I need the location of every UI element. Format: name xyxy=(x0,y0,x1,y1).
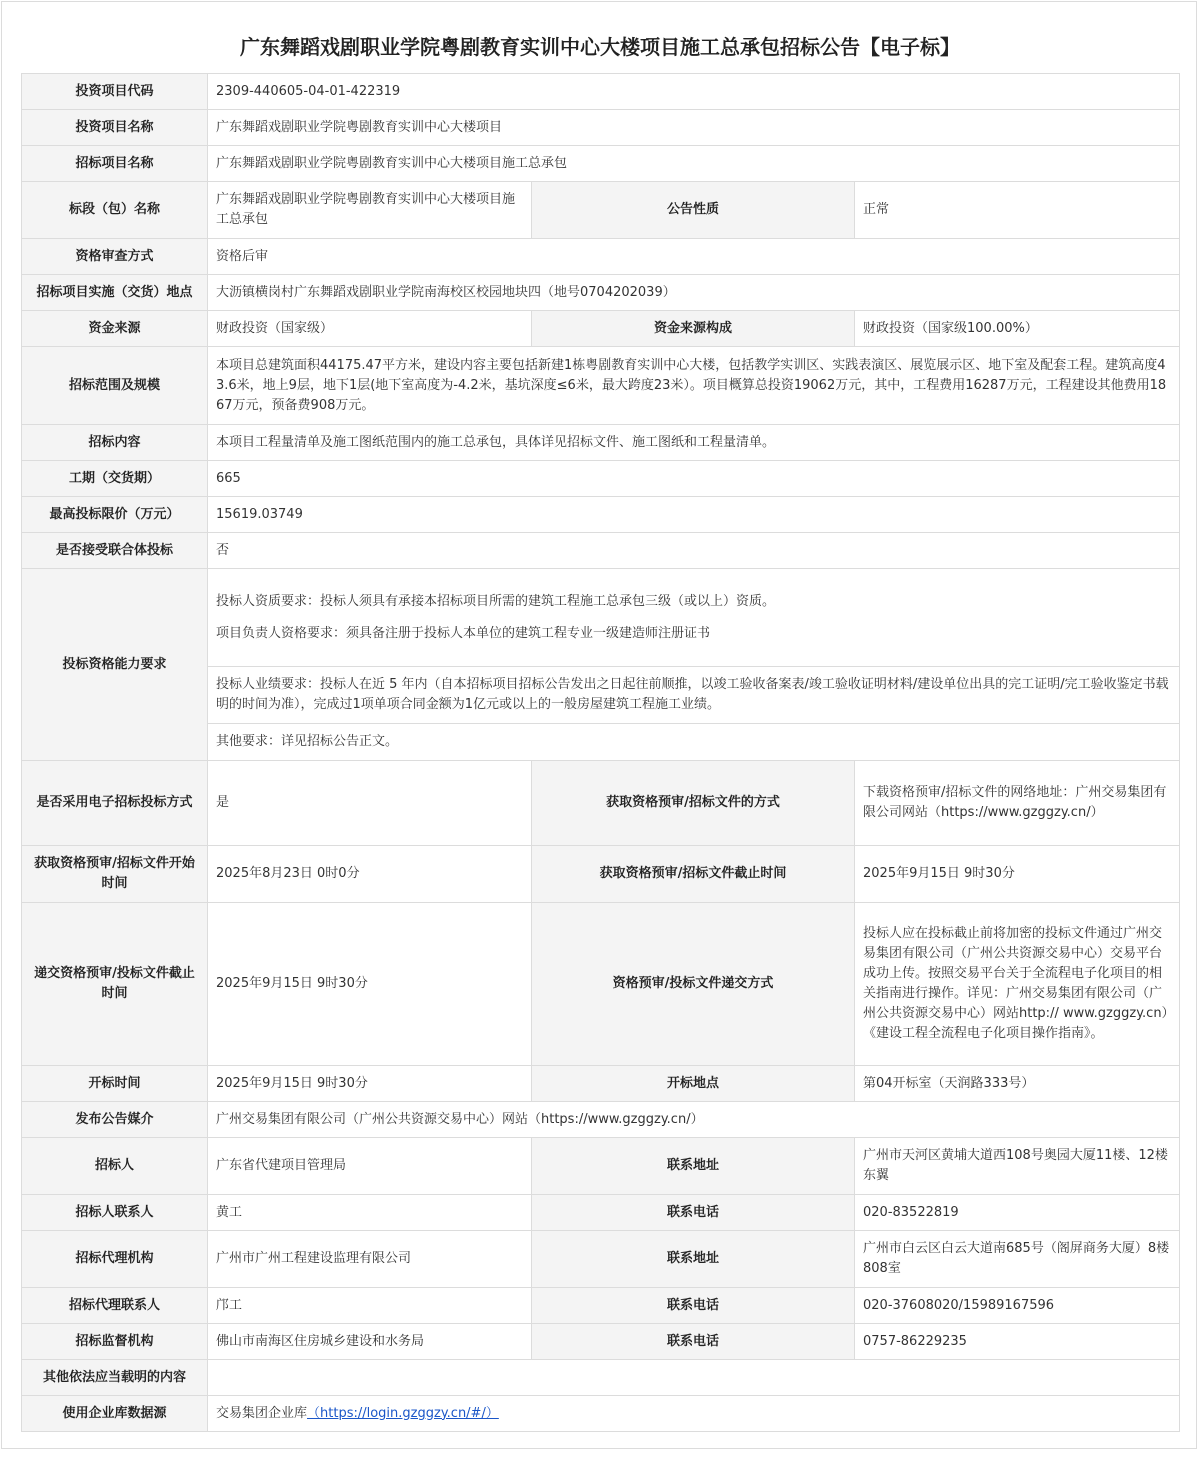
tenderer-contact-label: 招标人联系人 xyxy=(22,1195,208,1231)
agency-contact-value: 邝工 xyxy=(208,1288,532,1324)
agency-contact-label: 招标代理联系人 xyxy=(22,1288,208,1324)
qualification-label: 投标资格能力要求 xyxy=(22,569,208,761)
table-row xyxy=(22,74,1180,110)
table-row xyxy=(22,311,1180,347)
notice-nature-label: 公告性质 xyxy=(532,182,855,239)
qualification-cell-1 xyxy=(208,569,1180,667)
media-value: 广州交易集团有限公司（广州公共资源交易中心）网站（https://www.gzggzy.cn/） xyxy=(208,1102,1180,1138)
fund-source-value: 财政投资（国家级） xyxy=(208,311,532,347)
table-row xyxy=(22,275,1180,311)
obtain-start-label: 获取资格预审/招标文件开始时间 xyxy=(22,846,208,903)
table-row xyxy=(22,497,1180,533)
enterprise-db-value: 交易集团企业库 xyxy=(216,1405,308,1421)
manager-qual-text: 项目负责人资格要求：须具备注册于投标人本单位的建筑工程专业一级建造师注册证书 xyxy=(216,625,711,641)
agency-phone-value: 020-37608020/15989167596 xyxy=(855,1288,1180,1324)
consortium-value: 否 xyxy=(208,533,1180,569)
notice-nature-value: 正常 xyxy=(855,182,1180,239)
agency-value: 广州市广州工程建设监理有限公司 xyxy=(208,1231,532,1288)
tenderer-addr-label: 联系地址 xyxy=(532,1138,855,1195)
tenderer-addr-value: 广州市天河区黄埔大道西108号奥园大厦11楼、12楼东翼 xyxy=(855,1138,1180,1195)
table-row xyxy=(22,182,1180,239)
notice-table xyxy=(21,73,1180,1432)
project-code-label: 投资项目代码 xyxy=(22,74,208,110)
supervisor-value: 佛山市南海区住房城乡建设和水务局 xyxy=(208,1324,532,1360)
project-code-value: 2309-440605-04-01-422319 xyxy=(208,74,1180,110)
table-row xyxy=(22,846,1180,903)
tenderer-value: 广东省代建项目管理局 xyxy=(208,1138,532,1195)
agency-addr-label: 联系地址 xyxy=(532,1231,855,1288)
open-time-value: 2025年9月15日 9时30分 xyxy=(208,1066,532,1102)
open-time-label: 开标时间 xyxy=(22,1066,208,1102)
table-row xyxy=(22,239,1180,275)
content-value: 本项目工程量清单及施工图纸范围内的施工总承包，具体详见招标文件、施工图纸和工程量清单。 xyxy=(208,425,1180,461)
tender-name-value: 广东舞蹈戏剧职业学院粤剧教育实训中心大楼项目施工总承包 xyxy=(208,146,1180,182)
project-name-label: 投资项目名称 xyxy=(22,110,208,146)
table-row xyxy=(22,761,1180,846)
table-row xyxy=(22,1066,1180,1102)
tenderer-label: 招标人 xyxy=(22,1138,208,1195)
max-price-label: 最高投标限价（万元） xyxy=(22,497,208,533)
supervisor-phone-label: 联系电话 xyxy=(532,1324,855,1360)
enterprise-db-label: 使用企业库数据源 xyxy=(22,1396,208,1432)
table-row xyxy=(22,1324,1180,1360)
table-row xyxy=(22,425,1180,461)
obtain-method-label: 获取资格预审/招标文件的方式 xyxy=(532,761,855,846)
table-row xyxy=(22,146,1180,182)
open-place-value: 第04开标室（天润路333号） xyxy=(855,1066,1180,1102)
scope-value: 本项目总建筑面积44175.47平方米，建设内容主要包括新建1栋粤剧教育实训中心大楼，包括教学实训区、实践表演区、展览展示区、地下室及配套工程。建筑高度43.6米，地上9层，地下1层(地下室高度为-4.2米，基坑深度≤6米，最大跨度23米）。项目概算总投资19062万元，其中，工程费用16287万元，工程建设其他费用1867万元，预备费908万元。 xyxy=(208,347,1180,425)
enterprise-db-cell xyxy=(208,1396,1180,1432)
tenderer-phone-value: 020-83522819 xyxy=(855,1195,1180,1231)
table-row xyxy=(22,461,1180,497)
table-row xyxy=(22,1195,1180,1231)
supervisor-phone-value: 0757-86229235 xyxy=(855,1324,1180,1360)
table-row xyxy=(22,1231,1180,1288)
fund-source-label: 资金来源 xyxy=(22,311,208,347)
bidder-qual-text: 投标人资质要求：投标人须具有承接本招标项目所需的建筑工程施工总承包三级（或以上）资质。 xyxy=(216,593,776,609)
duration-value: 665 xyxy=(208,461,1180,497)
consortium-label: 是否接受联合体投标 xyxy=(22,533,208,569)
performance-text: 投标人业绩要求：投标人在近 5 年内（自本招标项目招标公告发出之日起往前顺推，以竣工验收备案表/竣工验收证明材料/建设单位出具的完工证明/完工验收鉴定书载明的时间为准），完成过1项单项合同金额为1亿元或以上的一般房屋建筑工程施工业绩。 xyxy=(208,667,1180,724)
obtain-start-value: 2025年8月23日 0时0分 xyxy=(208,846,532,903)
tender-name-label: 招标项目名称 xyxy=(22,146,208,182)
submit-deadline-value: 2025年9月15日 9时30分 xyxy=(208,903,532,1066)
section-name-value: 广东舞蹈戏剧职业学院粤剧教育实训中心大楼项目施工总承包 xyxy=(208,182,532,239)
submit-deadline-label: 递交资格预审/投标文件截止时间 xyxy=(22,903,208,1066)
tenderer-phone-label: 联系电话 xyxy=(532,1195,855,1231)
table-row xyxy=(22,903,1180,1066)
fund-composition-value: 财政投资（国家级100.00%） xyxy=(855,311,1180,347)
open-place-label: 开标地点 xyxy=(532,1066,855,1102)
location-label: 招标项目实施（交货）地点 xyxy=(22,275,208,311)
supervisor-label: 招标监督机构 xyxy=(22,1324,208,1360)
table-row xyxy=(22,1138,1180,1195)
obtain-end-value: 2025年9月15日 9时30分 xyxy=(855,846,1180,903)
section-name-label: 标段（包）名称 xyxy=(22,182,208,239)
media-label: 发布公告媒介 xyxy=(22,1102,208,1138)
table-row xyxy=(22,110,1180,146)
table-row xyxy=(22,1360,1180,1396)
agency-addr-value: 广州市白云区白云大道南685号（阁屏商务大厦）8楼808室 xyxy=(855,1231,1180,1288)
enterprise-db-link[interactable]: （https://login.gzggzy.cn/#/） xyxy=(307,1405,499,1421)
table-row xyxy=(22,1396,1180,1432)
submit-method-value: 投标人应在投标截止前将加密的投标文件通过广州交易集团有限公司（广州公共资源交易中心）交易平台成功上传。按照交易平台关于全流程电子化项目的相关指南进行操作。详见：广州交易集团有限公司（广州公共资源交易中心）网站http:// www.gzggzy.cn）《建设工程全流程电子化项目操作指南》。 xyxy=(855,903,1180,1066)
agency-label: 招标代理机构 xyxy=(22,1231,208,1288)
other-content-value xyxy=(208,1360,1180,1396)
tenderer-contact-value: 黄工 xyxy=(208,1195,532,1231)
max-price-value: 15619.03749 xyxy=(208,497,1180,533)
table-row xyxy=(22,533,1180,569)
other-req-text: 其他要求：详见招标公告正文。 xyxy=(208,724,1180,761)
table-row xyxy=(22,1102,1180,1138)
electronic-value: 是 xyxy=(208,761,532,846)
review-method-value: 资格后审 xyxy=(208,239,1180,275)
project-name-value: 广东舞蹈戏剧职业学院粤剧教育实训中心大楼项目 xyxy=(208,110,1180,146)
other-content-label: 其他依法应当载明的内容 xyxy=(22,1360,208,1396)
content-label: 招标内容 xyxy=(22,425,208,461)
agency-phone-label: 联系电话 xyxy=(532,1288,855,1324)
location-value: 大沥镇横岗村广东舞蹈戏剧职业学院南海校区校园地块四（地号0704202039） xyxy=(208,275,1180,311)
electronic-label: 是否采用电子招标投标方式 xyxy=(22,761,208,846)
table-row xyxy=(22,1288,1180,1324)
page-title: 广东舞蹈戏剧职业学院粤剧教育实训中心大楼项目施工总承包招标公告【电子标】 xyxy=(240,35,960,59)
obtain-end-label: 获取资格预审/招标文件截止时间 xyxy=(532,846,855,903)
fund-composition-label: 资金来源构成 xyxy=(532,311,855,347)
scope-label: 招标范围及规模 xyxy=(22,347,208,425)
duration-label: 工期（交货期） xyxy=(22,461,208,497)
table-row xyxy=(22,569,1180,667)
obtain-method-value: 下载资格预审/招标文件的网络地址：广州交易集团有限公司网站（https://www.gzggzy.cn/） xyxy=(855,761,1180,846)
review-method-label: 资格审查方式 xyxy=(22,239,208,275)
submit-method-label: 资格预审/投标文件递交方式 xyxy=(532,903,855,1066)
table-row xyxy=(22,347,1180,425)
